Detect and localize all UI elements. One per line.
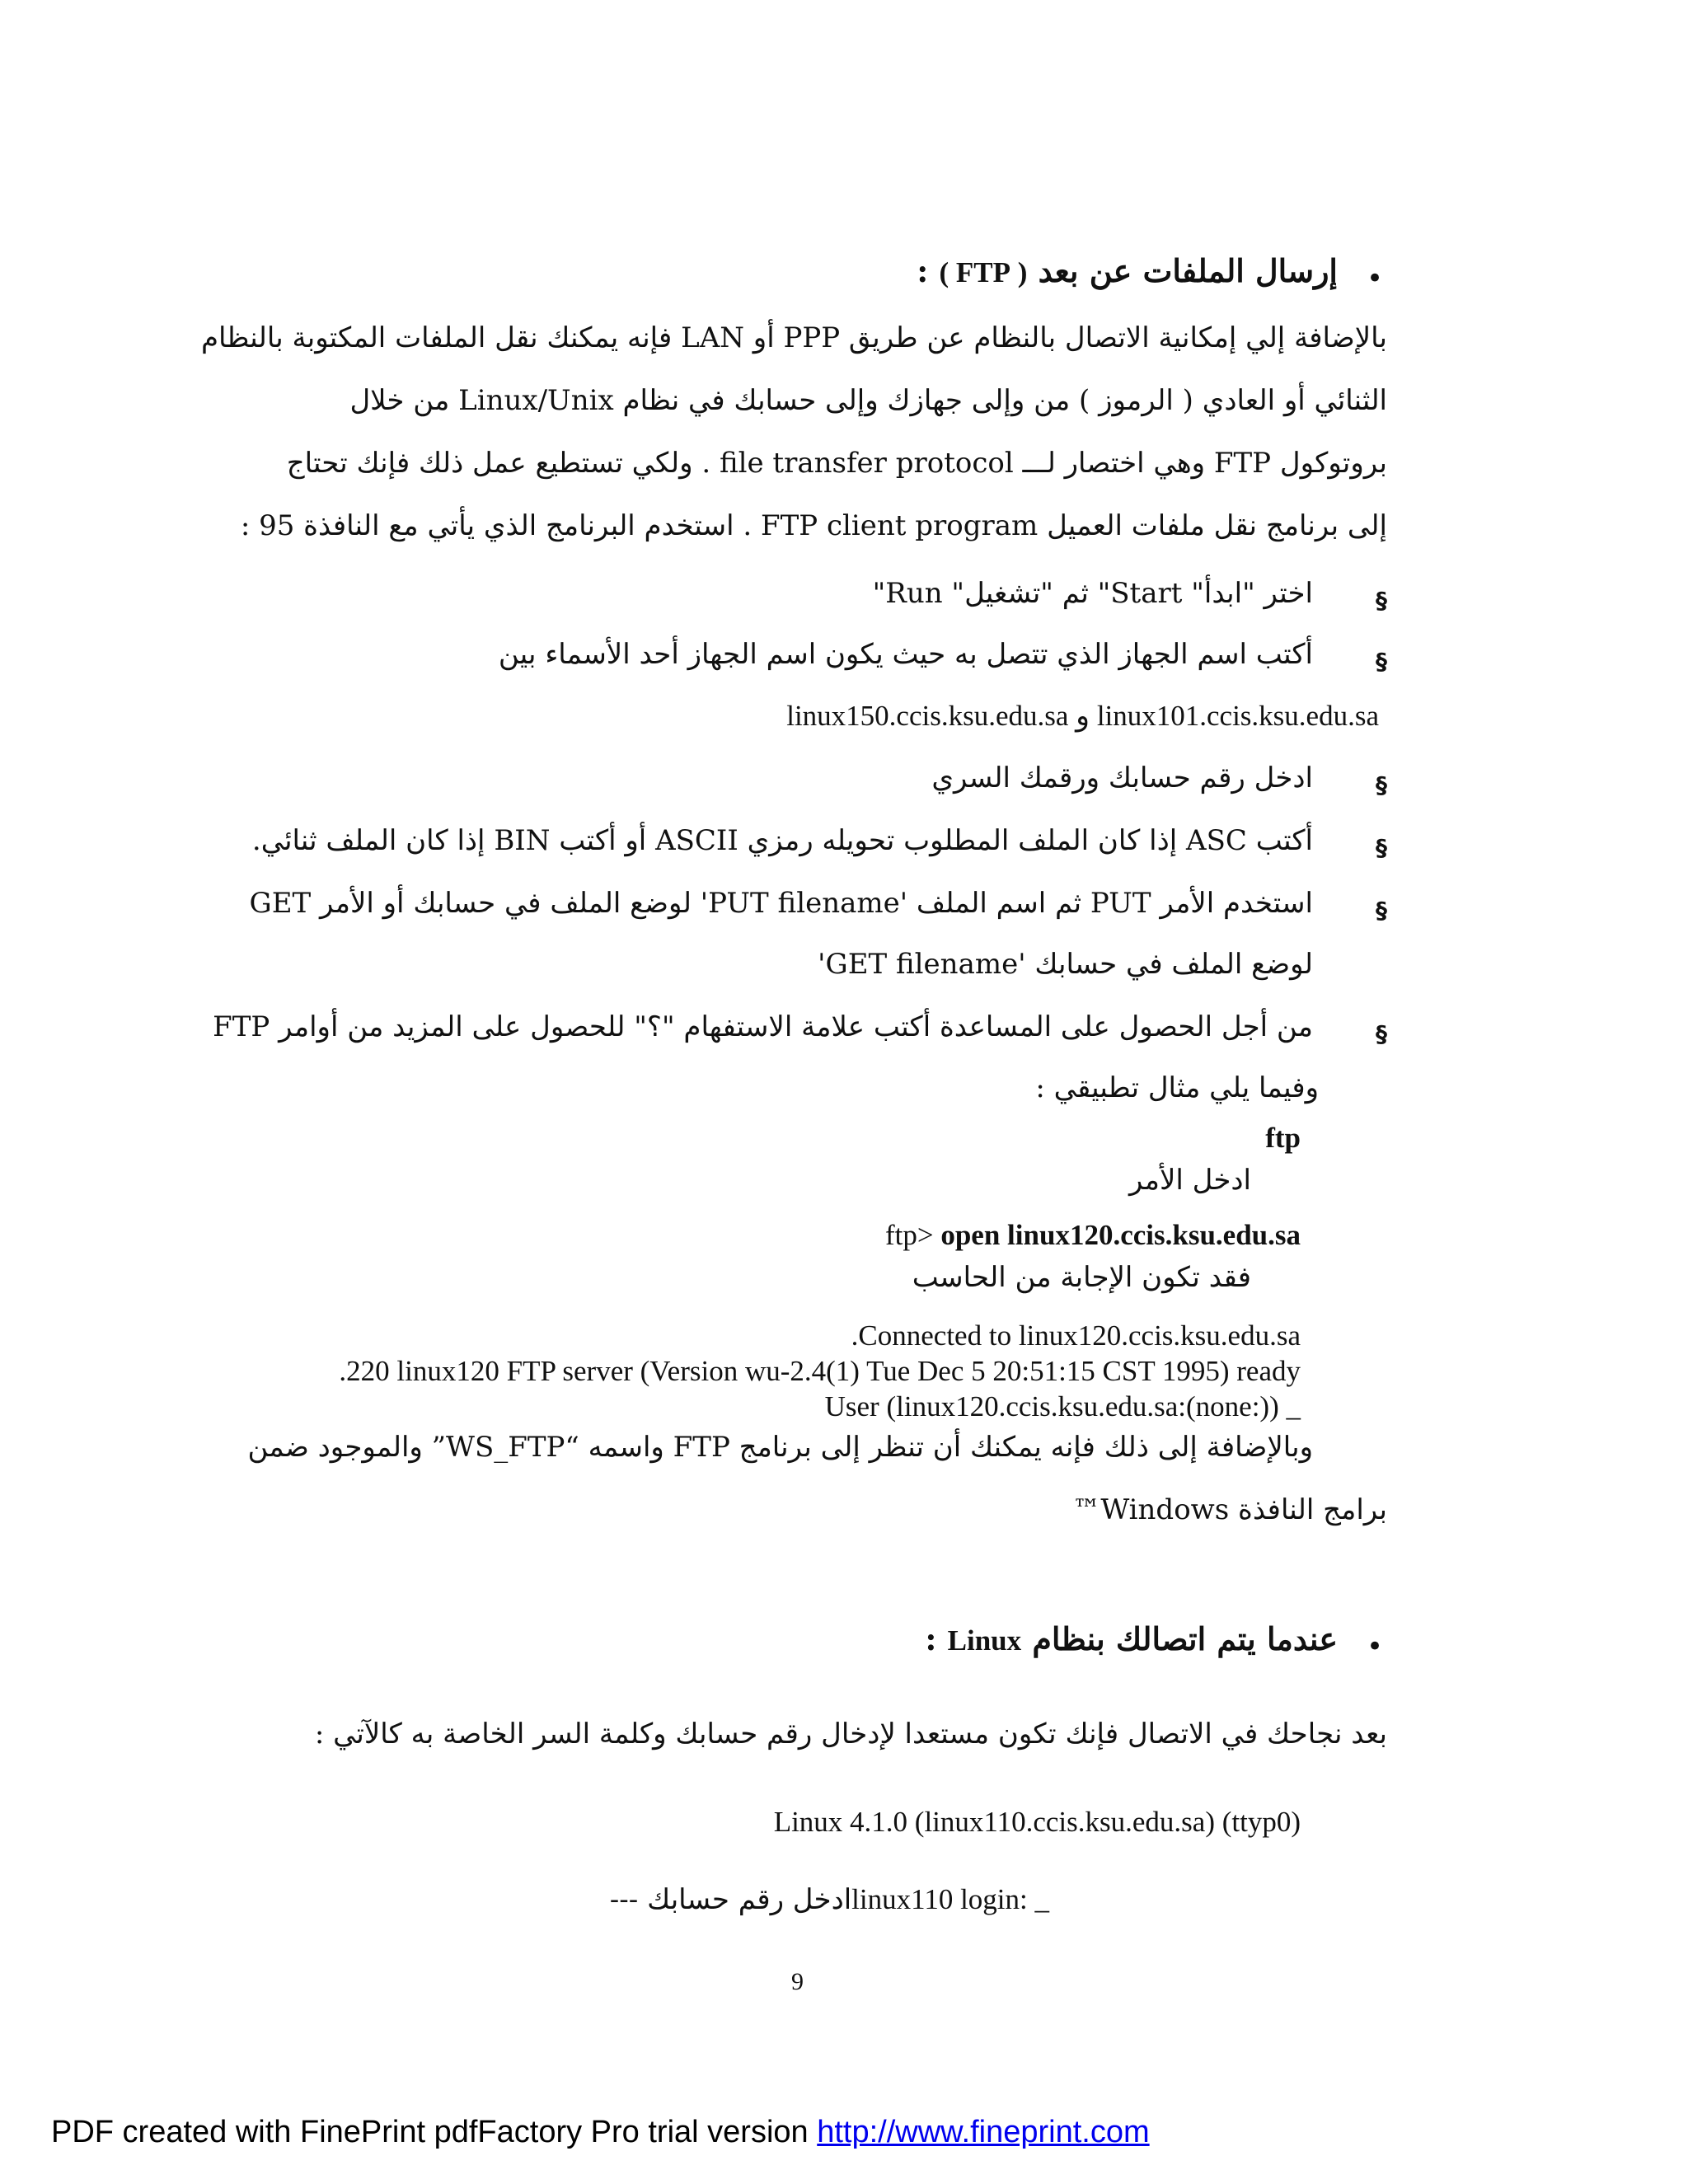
hosts-line: linux150.ccis.ksu.edu.sa و linux101.ccis.ksu.edu.sa — [786, 700, 1379, 732]
heading-colon: : — [917, 252, 929, 289]
connection-paragraph: بعد نجاحك في الاتصال فإنك تكون مستعدا لإدخال رقم حسابك وكلمة السر الخاصة به كالآتي : — [314, 1718, 1387, 1750]
enter-command-note: ادخل الأمر — [1129, 1164, 1251, 1197]
output-connected: .Connected to linux120.ccis.ksu.edu.sa — [851, 1319, 1301, 1352]
paragraph1-line-1: بالإضافة إلي إمكانية الاتصال بالنظام عن طريق PPP أو LAN فإنه يمكنك نقل الملفات المكتوبة بالنظام — [200, 321, 1387, 354]
ftp-open-line — [885, 1218, 1301, 1253]
heading-text: إرسال الملفات عن بعد — [1038, 252, 1338, 289]
output-user-prompt: User (linux120.ccis.ksu.edu.sa:(none:)) _ — [824, 1390, 1301, 1422]
heading-linux-tag: Linux — [947, 1624, 1022, 1657]
step-marker: § — [1376, 587, 1387, 614]
get-line: لوضع الملف في حسابك 'GET filename' — [818, 948, 1313, 981]
ftp-command: ftp — [1265, 1122, 1301, 1154]
step-marker: § — [1376, 834, 1387, 861]
heading-ftp-tag: ( FTP ) — [939, 256, 1028, 288]
step-3: ادخل رقم حسابك ورقمك السري — [931, 762, 1313, 794]
footer-text: PDF created with FinePrint pdfFactory Pro trial version — [51, 2115, 809, 2149]
login-line — [610, 1882, 1049, 1917]
step-marker: § — [1376, 648, 1387, 675]
heading-bullet: • — [1366, 1630, 1383, 1663]
response-intro: فقد تكون الإجابة من الحاسب — [912, 1261, 1251, 1294]
section-heading-linux — [925, 1620, 1338, 1658]
step-2: أكتب اسم الجهاز الذي تتصل به حيث يكون اسم الجهاز أحد الأسماء بين — [498, 638, 1313, 671]
paragraph1-line-3: بروتوكول FTP وهي اختصار لـــ file transfer protocol . ولكي تستطيع عمل ذلك فإنك تحتاج — [286, 447, 1387, 480]
output-server-ready: .220 linux120 FTP server (Version wu-2.4(1) Tue Dec 5 20:51:15 CST 1995) ready — [339, 1355, 1301, 1387]
login-prompt: linux110 login: _ — [851, 1883, 1049, 1915]
step-6: من أجل الحصول على المساعدة أكتب علامة الاستفهام "؟" للحصول على المزيد من أوامر FTP — [213, 1010, 1313, 1043]
pdf-footer — [51, 2115, 1150, 2150]
ftp-prompt: ftp> — [884, 1219, 934, 1251]
step-4: أكتب ASC إذا كان الملف المطلوب تحويله رمزي ASCII أو أكتب BIN إذا كان الملف ثنائي. — [251, 824, 1313, 857]
open-command: open linux120.ccis.ksu.edu.sa — [940, 1219, 1301, 1251]
linux-banner-line: Linux 4.1.0 (linux110.ccis.ksu.edu.sa) (ttyp0) — [773, 1806, 1301, 1838]
step-1: اختر "ابدأ" Start" ثم "تشغيل" Run" — [872, 577, 1313, 610]
heading-text: عندما يتم اتصالك بنظام — [1032, 1620, 1338, 1657]
footer-link[interactable]: http://www.fineprint.com — [817, 2115, 1150, 2149]
page-number: 9 — [791, 1968, 804, 1995]
step-5: استخدم الأمر PUT ثم اسم الملف 'PUT filename' لوضع الملف في حسابك أو الأمر GET — [249, 887, 1313, 920]
wsftp-line-2: برامج النافذة Windows™ — [1072, 1493, 1387, 1526]
example-intro: وفيما يلي مثال تطبيقي : — [1035, 1071, 1319, 1104]
heading-bullet: • — [1366, 262, 1383, 295]
heading-colon: : — [925, 1620, 937, 1657]
paragraph1-line-4: إلى برنامج نقل ملفات العميل FTP client program . استخدم البرنامج الذي يأتي مع النافذة 95 : — [240, 509, 1387, 542]
paragraph1-line-2: الثنائي أو العادي ( الرموز ) من وإلى جهازك وإلى حسابك في نظام Linux/Unix من خلال — [349, 384, 1387, 417]
wsftp-line-1: وبالإضافة إلى ذلك فإنه يمكنك أن تنظر إلى برنامج FTP واسمه “WS_FTP” والموجود ضمن — [247, 1431, 1313, 1464]
login-note: ادخل رقم حسابك --- — [609, 1883, 852, 1916]
step-marker: § — [1376, 1020, 1387, 1047]
step-marker: § — [1376, 897, 1387, 924]
section-heading-ftp — [917, 252, 1338, 290]
step-marker: § — [1376, 771, 1387, 799]
